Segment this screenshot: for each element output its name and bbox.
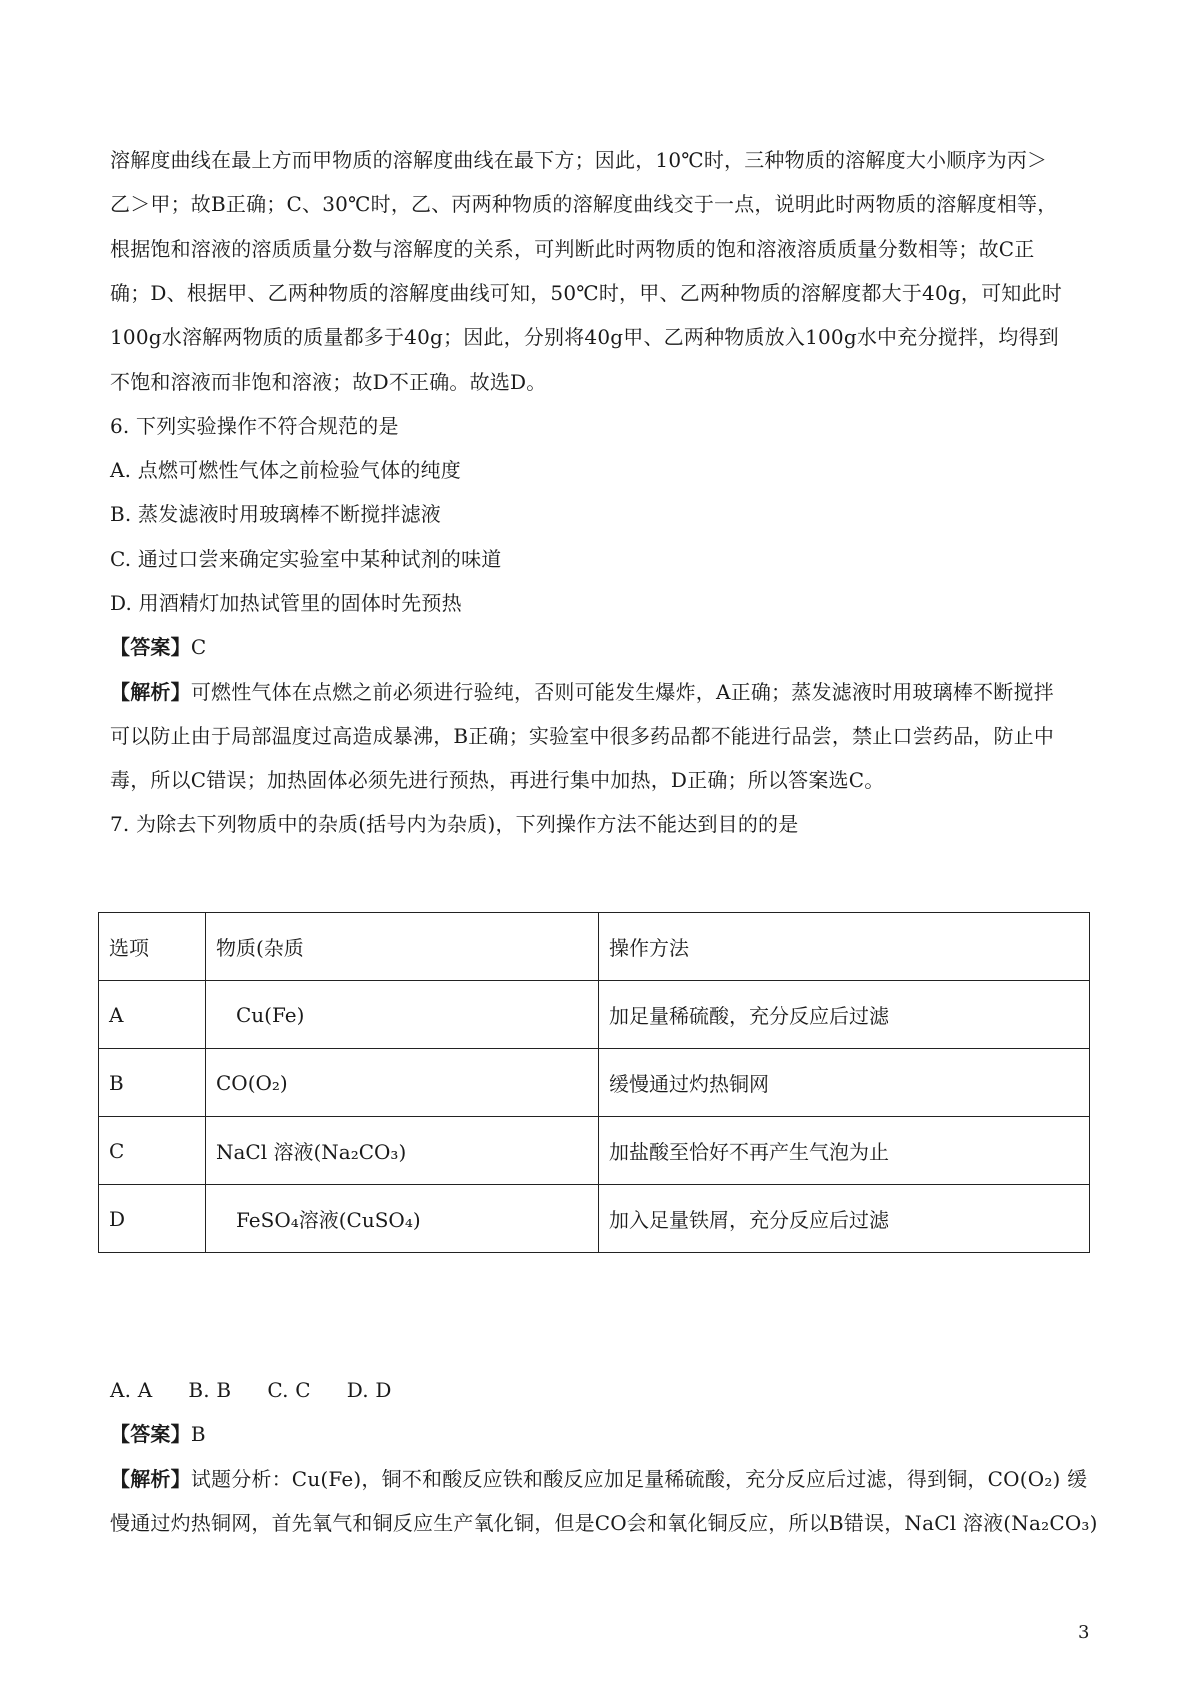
- table-header-row: [99, 913, 1090, 981]
- q6-option-b: B. 蒸发滤液时用玻璃棒不断搅拌滤液: [110, 502, 442, 526]
- table-cell-method: 加入足量铁屑，充分反应后过滤: [599, 1185, 1090, 1253]
- table-header-option: 选项: [99, 913, 206, 981]
- q7-analysis-line-2: 慢通过灼热铜网，首先氧气和铜反应生产氧化铜，但是CO会和氧化铜反应，所以B错误，NaCl 溶液(Na₂CO₃): [110, 1511, 1098, 1535]
- q6-option-c: C. 通过口尝来确定实验室中某种试剂的味道: [110, 547, 502, 571]
- table-cell-option: D: [99, 1185, 206, 1253]
- table-row: [99, 1049, 1090, 1117]
- table-cell-option: C: [99, 1117, 206, 1185]
- table-row: [99, 1117, 1090, 1185]
- q6-analysis-line-3: 毒，所以C错误；加热固体必须先进行预热，再进行集中加热，D正确；所以答案选C。: [110, 768, 885, 792]
- table-cell-method: 加盐酸至恰好不再产生气泡为止: [599, 1117, 1090, 1185]
- table-header-substance: 物质(杂质: [206, 913, 599, 981]
- q6-analysis-text: 可燃性气体在点燃之前必须进行验纯，否则可能发生爆炸，A正确；蒸发滤液时用玻璃棒不断搅拌: [190, 680, 1054, 704]
- q6-analysis-label: 【解析】: [110, 680, 191, 704]
- q6-option-a: A. 点燃可燃性气体之前检验气体的纯度: [110, 458, 461, 482]
- page-number: 3: [1078, 1622, 1090, 1643]
- table-cell-substance: FeSO₄溶液(CuSO₄): [206, 1185, 599, 1253]
- q6-answer-value: C: [190, 635, 207, 659]
- q7-choice-a: A. A: [110, 1378, 153, 1402]
- q6-analysis-line-1: [110, 678, 1100, 706]
- q7-analysis-text: 试题分析：Cu(Fe)，铜不和酸反应铁和酸反应加足量稀硫酸，充分反应后过滤，得到铜，CO(O₂) 缓: [190, 1467, 1088, 1491]
- table-cell-option: A: [99, 981, 206, 1049]
- q7-stem: 7. 为除去下列物质中的杂质(括号内为杂质)，下列操作方法不能达到目的的是: [110, 812, 799, 836]
- q7-choice-c: C. C: [267, 1378, 311, 1402]
- table-cell-substance: Cu(Fe): [206, 981, 599, 1049]
- q7-answer: [110, 1420, 1100, 1448]
- intro-line-2: 乙＞甲；故B正确；C、30℃时，乙、丙两种物质的溶解度曲线交于一点，说明此时两物质的溶解度相等，: [110, 192, 1058, 216]
- q7-choice-b: B. B: [188, 1378, 232, 1402]
- q6-analysis-line-2: 可以防止由于局部温度过高造成暴沸，B正确；实验室中很多药品都不能进行品尝，禁止口尝药品，防止中: [110, 724, 1055, 748]
- q6-option-d: D. 用酒精灯加热试管里的固体时先预热: [110, 591, 462, 615]
- q6-answer-label: 【答案】: [110, 635, 191, 659]
- q7-choice-d: D. D: [346, 1378, 392, 1402]
- table-header-method: 操作方法: [599, 913, 1090, 981]
- table-row: [99, 981, 1090, 1049]
- intro-line-6: 不饱和溶液而非饱和溶液；故D不正确。故选D。: [110, 370, 547, 394]
- q6-answer: [110, 633, 1100, 661]
- q6-stem: 6. 下列实验操作不符合规范的是: [110, 414, 399, 438]
- q7-analysis-line-1: [110, 1465, 1100, 1493]
- q7-options-table: [98, 912, 1090, 1253]
- q7-choices: [110, 1376, 1100, 1404]
- table-cell-substance: NaCl 溶液(Na₂CO₃): [206, 1117, 599, 1185]
- q7-answer-label: 【答案】: [110, 1422, 191, 1446]
- q7-answer-value: B: [190, 1422, 206, 1446]
- intro-line-1: 溶解度曲线在最上方而甲物质的溶解度曲线在最下方；因此，10℃时，三种物质的溶解度大小顺序为丙＞: [110, 148, 1048, 172]
- intro-line-4: 确；D、根据甲、乙两种物质的溶解度曲线可知，50℃时，甲、乙两种物质的溶解度都大于40g，可知此时: [110, 281, 1062, 305]
- intro-line-5: 100g水溶解两物质的质量都多于40g；因此，分别将40g甲、乙两种物质放入100g水中充分搅拌，均得到: [110, 325, 1059, 349]
- table-cell-method: 缓慢通过灼热铜网: [599, 1049, 1090, 1117]
- table-cell-substance: CO(O₂): [206, 1049, 599, 1117]
- table-cell-option: B: [99, 1049, 206, 1117]
- q7-analysis-label: 【解析】: [110, 1467, 191, 1491]
- table-cell-method: 加足量稀硫酸，充分反应后过滤: [599, 981, 1090, 1049]
- table-row: [99, 1185, 1090, 1253]
- intro-line-3: 根据饱和溶液的溶质质量分数与溶解度的关系，可判断此时两物质的饱和溶液溶质质量分数相等；故C正: [110, 237, 1035, 261]
